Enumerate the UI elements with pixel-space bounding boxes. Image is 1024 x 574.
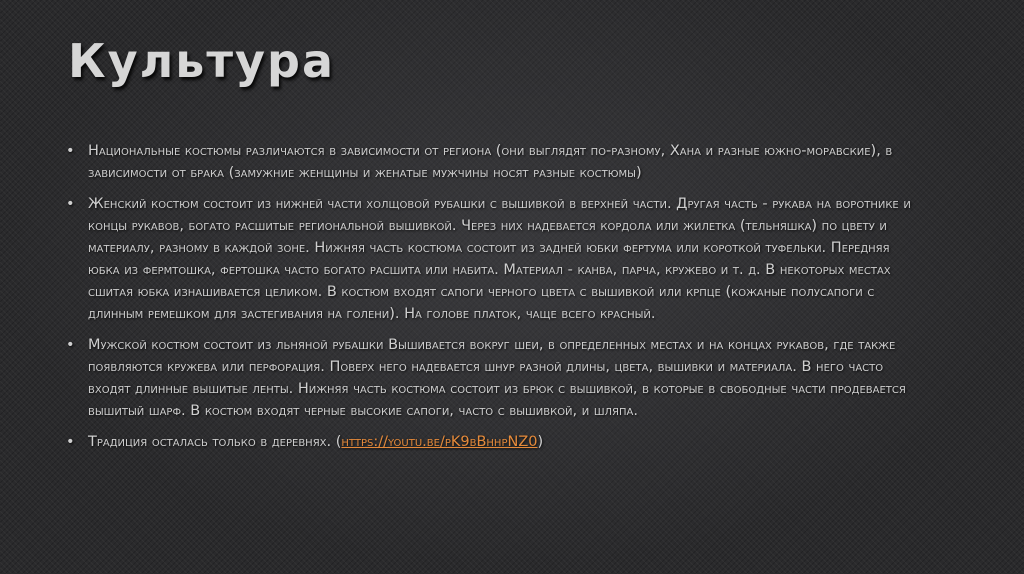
bullet-item-female-costume xyxy=(62,193,922,325)
bullet-item-tradition xyxy=(62,431,922,453)
bullet-list xyxy=(62,140,922,462)
bullet-text-after-link: ) xyxy=(537,434,544,450)
bullet-icon: • xyxy=(66,337,75,353)
slide-title: Культура xyxy=(68,34,335,88)
bullet-item-male-costume xyxy=(62,334,922,422)
bullet-item-regional-costumes xyxy=(62,140,922,184)
bullet-icon: • xyxy=(66,196,75,212)
bullet-text: Женский костюм состоит из нижней части холщовой рубашки с вышивкой в верхней части. Другая часть - рукава на воротнике и концы рукавов, богато расшитые региональной вышивкой. Через них надевается кордола или жилетка (тельняшка) по цвету и материалу, разному в каждой зоне. Нижняя часть костюма состоит из задней юбки фертума или короткой туфельки. Передняя юбка из фермтошка, фертошка часто богато расшита или набита. Материал - канва, парча, кружево и т. д. В некоторых местах сшитая юбка изнашивается целиком. В костюм входят сапоги черного цвета с вышивкой или крпце (кожаные полусапоги с длинным ремешком для застегивания на голени). На голове платок, чаще всего красный. xyxy=(88,196,911,322)
bullet-text: Мужской костюм состоит из льняной рубашки Вышивается вокруг шеи, в определенных местах и на концах рукавов, где также появляются кружева или перфорация. Поверх него надевается шнур разной длины, цвета, вышивки и материала. В него часто входят длинные вышитые ленты. Нижняя часть костюма состоит из брюк с вышивкой, в которые в свободные части продевается вышитый шарф. В костюм входят черные высокие сапоги, часто с вышивкой, и шляпа. xyxy=(88,337,906,419)
youtube-link[interactable]: https://youtu.be/pK9bBhhpNZ0 xyxy=(341,434,538,450)
bullet-text: Национальные костюмы различаются в зависимости от региона (они выглядят по-разному, Хана и разные южно-моравские), в зависимости от брака (замужние женщины и женатые мужчины носят разные костюмы) xyxy=(88,143,893,181)
bullet-icon: • xyxy=(66,434,75,450)
bullet-text-before-link: Традиция осталась только в деревнях. ( xyxy=(88,434,342,450)
bullet-icon: • xyxy=(66,143,75,159)
